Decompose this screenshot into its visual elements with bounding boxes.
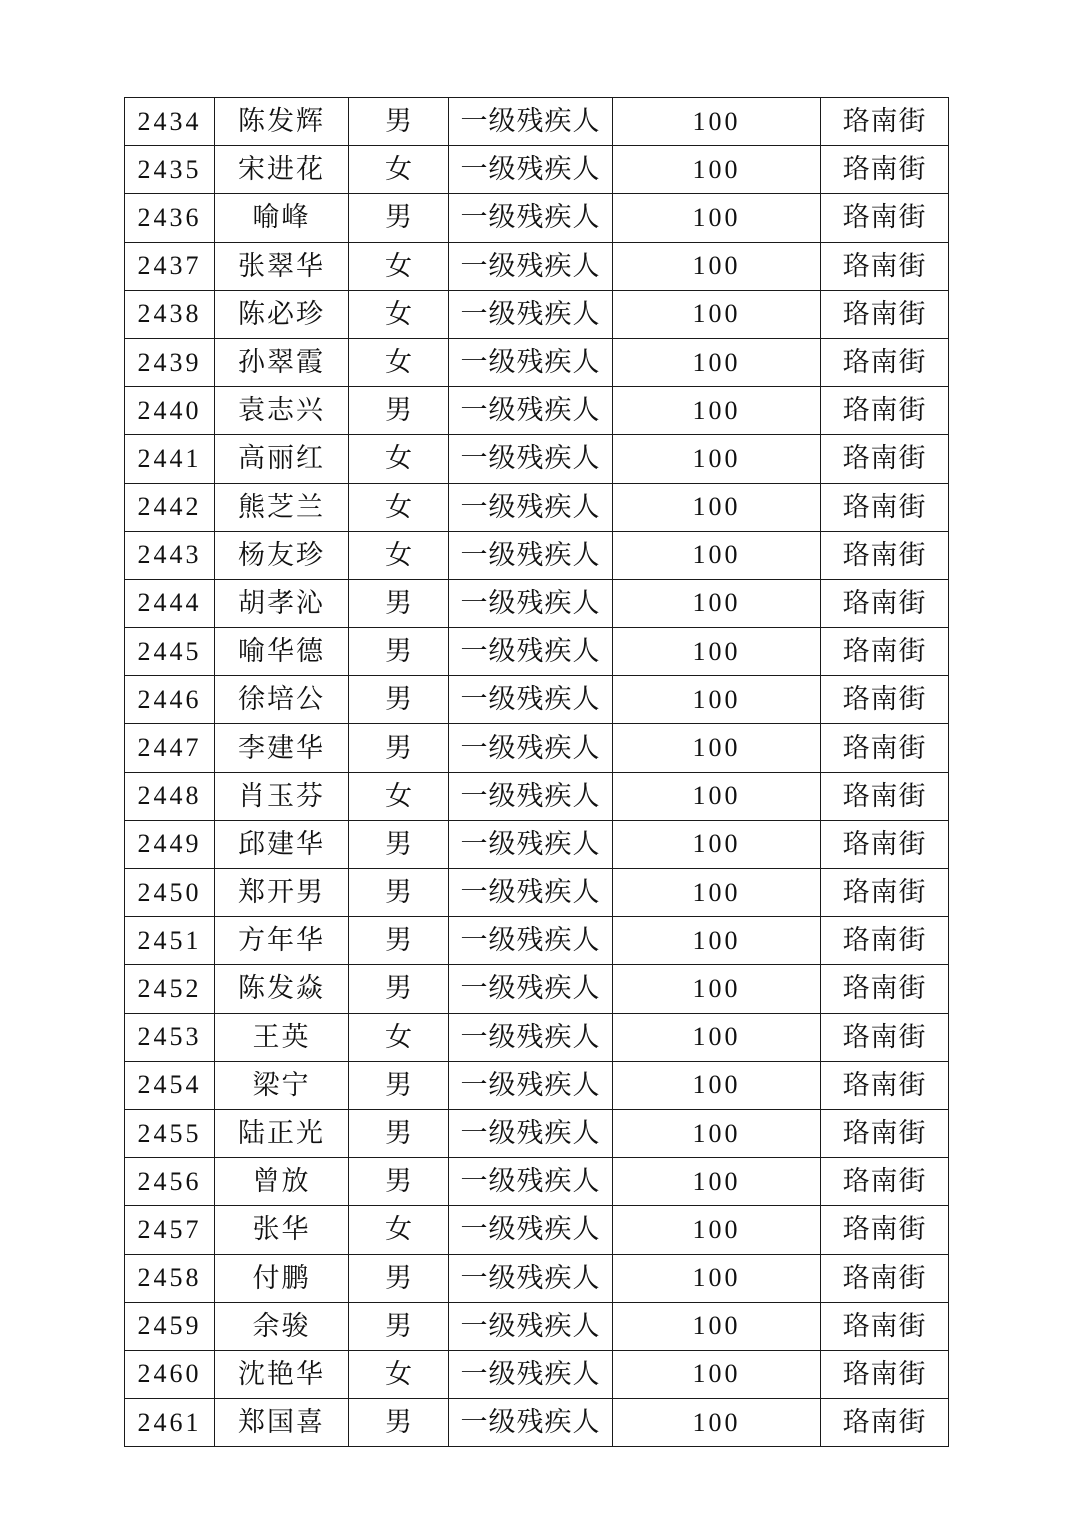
- row-number-cell: 2436: [125, 194, 215, 242]
- row-number-cell: 2449: [125, 820, 215, 868]
- amount-cell: 100: [613, 338, 821, 386]
- district-cell: 珞南街: [821, 1302, 949, 1350]
- amount-cell: 100: [613, 1399, 821, 1447]
- gender-cell: 男: [349, 628, 449, 676]
- gender-cell: 男: [349, 194, 449, 242]
- row-number-cell: 2455: [125, 1109, 215, 1157]
- gender-cell: 男: [349, 1061, 449, 1109]
- disability-level-cell: 一级残疾人: [449, 676, 613, 724]
- gender-cell: 男: [349, 965, 449, 1013]
- name-cell: 陈发焱: [215, 965, 349, 1013]
- gender-cell: 女: [349, 290, 449, 338]
- disability-level-cell: 一级残疾人: [449, 772, 613, 820]
- gender-cell: 女: [349, 1350, 449, 1398]
- row-number-cell: 2446: [125, 676, 215, 724]
- disability-level-cell: 一级残疾人: [449, 917, 613, 965]
- row-number-cell: 2458: [125, 1254, 215, 1302]
- row-number-cell: 2438: [125, 290, 215, 338]
- disability-level-cell: 一级残疾人: [449, 290, 613, 338]
- amount-cell: 100: [613, 242, 821, 290]
- table-row: [125, 1399, 949, 1447]
- table-row: [125, 338, 949, 386]
- amount-cell: 100: [613, 965, 821, 1013]
- disability-level-cell: 一级残疾人: [449, 483, 613, 531]
- row-number-cell: 2442: [125, 483, 215, 531]
- row-number-cell: 2454: [125, 1061, 215, 1109]
- row-number-cell: 2452: [125, 965, 215, 1013]
- district-cell: 珞南街: [821, 820, 949, 868]
- name-cell: 曾放: [215, 1158, 349, 1206]
- table-row: [125, 772, 949, 820]
- row-number-cell: 2440: [125, 387, 215, 435]
- row-number-cell: 2457: [125, 1206, 215, 1254]
- disability-level-cell: 一级残疾人: [449, 531, 613, 579]
- amount-cell: 100: [613, 579, 821, 627]
- gender-cell: 男: [349, 1399, 449, 1447]
- district-cell: 珞南街: [821, 435, 949, 483]
- amount-cell: 100: [613, 290, 821, 338]
- name-cell: 郑开男: [215, 869, 349, 917]
- disability-level-cell: 一级残疾人: [449, 98, 613, 146]
- amount-cell: 100: [613, 531, 821, 579]
- table-row: [125, 628, 949, 676]
- amount-cell: 100: [613, 1302, 821, 1350]
- gender-cell: 男: [349, 387, 449, 435]
- amount-cell: 100: [613, 1013, 821, 1061]
- table-row: [125, 965, 949, 1013]
- district-cell: 珞南街: [821, 1399, 949, 1447]
- gender-cell: 男: [349, 869, 449, 917]
- disability-level-cell: 一级残疾人: [449, 1302, 613, 1350]
- table-row: [125, 1158, 949, 1206]
- district-cell: 珞南街: [821, 1206, 949, 1254]
- name-cell: 郑国喜: [215, 1399, 349, 1447]
- district-cell: 珞南街: [821, 338, 949, 386]
- name-cell: 袁志兴: [215, 387, 349, 435]
- gender-cell: 男: [349, 1254, 449, 1302]
- amount-cell: 100: [613, 1206, 821, 1254]
- table-row: [125, 242, 949, 290]
- name-cell: 杨友珍: [215, 531, 349, 579]
- gender-cell: 男: [349, 1158, 449, 1206]
- disability-level-cell: 一级残疾人: [449, 1254, 613, 1302]
- row-number-cell: 2443: [125, 531, 215, 579]
- name-cell: 王英: [215, 1013, 349, 1061]
- row-number-cell: 2456: [125, 1158, 215, 1206]
- disability-level-cell: 一级残疾人: [449, 724, 613, 772]
- gender-cell: 男: [349, 1302, 449, 1350]
- gender-cell: 女: [349, 531, 449, 579]
- gender-cell: 男: [349, 917, 449, 965]
- row-number-cell: 2434: [125, 98, 215, 146]
- amount-cell: 100: [613, 146, 821, 194]
- district-cell: 珞南街: [821, 194, 949, 242]
- row-number-cell: 2445: [125, 628, 215, 676]
- gender-cell: 女: [349, 1206, 449, 1254]
- name-cell: 陈发辉: [215, 98, 349, 146]
- gender-cell: 女: [349, 1013, 449, 1061]
- district-cell: 珞南街: [821, 1109, 949, 1157]
- name-cell: 方年华: [215, 917, 349, 965]
- table-row: [125, 579, 949, 627]
- name-cell: 孙翠霞: [215, 338, 349, 386]
- amount-cell: 100: [613, 483, 821, 531]
- disability-level-cell: 一级残疾人: [449, 435, 613, 483]
- district-cell: 珞南街: [821, 1350, 949, 1398]
- gender-cell: 女: [349, 483, 449, 531]
- row-number-cell: 2447: [125, 724, 215, 772]
- district-cell: 珞南街: [821, 724, 949, 772]
- amount-cell: 100: [613, 387, 821, 435]
- disability-level-cell: 一级残疾人: [449, 1206, 613, 1254]
- table-row: [125, 1302, 949, 1350]
- name-cell: 梁宁: [215, 1061, 349, 1109]
- table-row: [125, 676, 949, 724]
- name-cell: 张翠华: [215, 242, 349, 290]
- name-cell: 陈必珍: [215, 290, 349, 338]
- name-cell: 陆正光: [215, 1109, 349, 1157]
- disability-level-cell: 一级残疾人: [449, 1013, 613, 1061]
- table-row: [125, 1350, 949, 1398]
- district-cell: 珞南街: [821, 676, 949, 724]
- name-cell: 李建华: [215, 724, 349, 772]
- row-number-cell: 2444: [125, 579, 215, 627]
- row-number-cell: 2453: [125, 1013, 215, 1061]
- table-row: [125, 435, 949, 483]
- disability-level-cell: 一级残疾人: [449, 194, 613, 242]
- name-cell: 喻华德: [215, 628, 349, 676]
- amount-cell: 100: [613, 917, 821, 965]
- name-cell: 沈艳华: [215, 1350, 349, 1398]
- amount-cell: 100: [613, 194, 821, 242]
- district-cell: 珞南街: [821, 290, 949, 338]
- gender-cell: 男: [349, 98, 449, 146]
- subsidy-roster-table: [124, 97, 949, 1447]
- amount-cell: 100: [613, 820, 821, 868]
- gender-cell: 男: [349, 676, 449, 724]
- row-number-cell: 2461: [125, 1399, 215, 1447]
- table-row: [125, 483, 949, 531]
- disability-level-cell: 一级残疾人: [449, 387, 613, 435]
- table-row: [125, 1109, 949, 1157]
- row-number-cell: 2448: [125, 772, 215, 820]
- disability-level-cell: 一级残疾人: [449, 1109, 613, 1157]
- table-row: [125, 290, 949, 338]
- amount-cell: 100: [613, 1109, 821, 1157]
- disability-level-cell: 一级残疾人: [449, 820, 613, 868]
- district-cell: 珞南街: [821, 242, 949, 290]
- disability-level-cell: 一级残疾人: [449, 242, 613, 290]
- roster-body: [125, 98, 949, 1447]
- disability-level-cell: 一级残疾人: [449, 965, 613, 1013]
- disability-level-cell: 一级残疾人: [449, 628, 613, 676]
- amount-cell: 100: [613, 435, 821, 483]
- district-cell: 珞南街: [821, 628, 949, 676]
- district-cell: 珞南街: [821, 387, 949, 435]
- amount-cell: 100: [613, 869, 821, 917]
- disability-level-cell: 一级残疾人: [449, 1399, 613, 1447]
- amount-cell: 100: [613, 1254, 821, 1302]
- name-cell: 徐培公: [215, 676, 349, 724]
- gender-cell: 女: [349, 338, 449, 386]
- gender-cell: 女: [349, 242, 449, 290]
- district-cell: 珞南街: [821, 579, 949, 627]
- district-cell: 珞南街: [821, 965, 949, 1013]
- name-cell: 高丽红: [215, 435, 349, 483]
- district-cell: 珞南街: [821, 146, 949, 194]
- name-cell: 熊芝兰: [215, 483, 349, 531]
- name-cell: 邱建华: [215, 820, 349, 868]
- gender-cell: 女: [349, 146, 449, 194]
- row-number-cell: 2459: [125, 1302, 215, 1350]
- district-cell: 珞南街: [821, 98, 949, 146]
- table-row: [125, 1061, 949, 1109]
- amount-cell: 100: [613, 628, 821, 676]
- amount-cell: 100: [613, 724, 821, 772]
- gender-cell: 男: [349, 724, 449, 772]
- table-row: [125, 820, 949, 868]
- gender-cell: 女: [349, 435, 449, 483]
- name-cell: 肖玉芬: [215, 772, 349, 820]
- table-row: [125, 917, 949, 965]
- district-cell: 珞南街: [821, 1254, 949, 1302]
- gender-cell: 男: [349, 1109, 449, 1157]
- row-number-cell: 2450: [125, 869, 215, 917]
- table-row: [125, 1206, 949, 1254]
- disability-level-cell: 一级残疾人: [449, 869, 613, 917]
- name-cell: 张华: [215, 1206, 349, 1254]
- district-cell: 珞南街: [821, 1013, 949, 1061]
- row-number-cell: 2451: [125, 917, 215, 965]
- name-cell: 喻峰: [215, 194, 349, 242]
- table-row: [125, 724, 949, 772]
- gender-cell: 男: [349, 579, 449, 627]
- disability-level-cell: 一级残疾人: [449, 146, 613, 194]
- name-cell: 胡孝沁: [215, 579, 349, 627]
- row-number-cell: 2437: [125, 242, 215, 290]
- amount-cell: 100: [613, 1061, 821, 1109]
- name-cell: 宋进花: [215, 146, 349, 194]
- amount-cell: 100: [613, 676, 821, 724]
- amount-cell: 100: [613, 772, 821, 820]
- disability-level-cell: 一级残疾人: [449, 579, 613, 627]
- disability-level-cell: 一级残疾人: [449, 1158, 613, 1206]
- district-cell: 珞南街: [821, 531, 949, 579]
- table-row: [125, 146, 949, 194]
- district-cell: 珞南街: [821, 483, 949, 531]
- table-row: [125, 1013, 949, 1061]
- disability-level-cell: 一级残疾人: [449, 1061, 613, 1109]
- name-cell: 余骏: [215, 1302, 349, 1350]
- district-cell: 珞南街: [821, 917, 949, 965]
- gender-cell: 男: [349, 820, 449, 868]
- amount-cell: 100: [613, 1350, 821, 1398]
- amount-cell: 100: [613, 98, 821, 146]
- district-cell: 珞南街: [821, 869, 949, 917]
- table-row: [125, 387, 949, 435]
- name-cell: 付鹏: [215, 1254, 349, 1302]
- row-number-cell: 2441: [125, 435, 215, 483]
- district-cell: 珞南街: [821, 1061, 949, 1109]
- disability-level-cell: 一级残疾人: [449, 1350, 613, 1398]
- table-row: [125, 869, 949, 917]
- district-cell: 珞南街: [821, 1158, 949, 1206]
- row-number-cell: 2460: [125, 1350, 215, 1398]
- table-row: [125, 1254, 949, 1302]
- disability-level-cell: 一级残疾人: [449, 338, 613, 386]
- table-row: [125, 98, 949, 146]
- row-number-cell: 2439: [125, 338, 215, 386]
- table-row: [125, 194, 949, 242]
- amount-cell: 100: [613, 1158, 821, 1206]
- gender-cell: 女: [349, 772, 449, 820]
- row-number-cell: 2435: [125, 146, 215, 194]
- table-row: [125, 531, 949, 579]
- district-cell: 珞南街: [821, 772, 949, 820]
